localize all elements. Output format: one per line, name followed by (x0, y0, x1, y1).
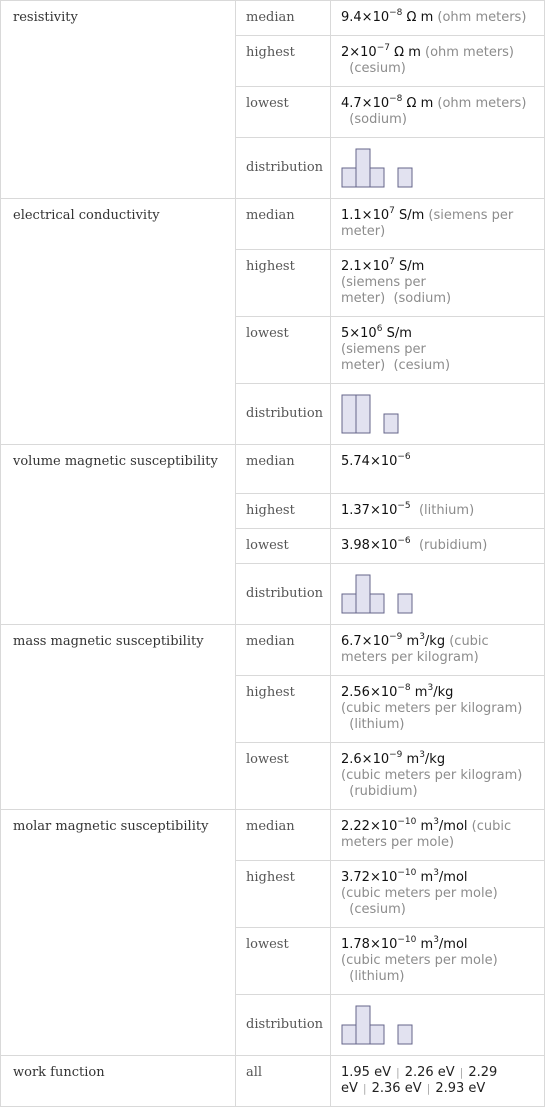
conductivity-distribution (331, 384, 545, 445)
stat-label-distribution: distribution (236, 995, 331, 1056)
work-function-value: 1.95 eV (341, 1065, 391, 1080)
vol-mag-median-value: $5.74\times 10^{-6}$ (331, 445, 545, 494)
vol-mag-distribution (331, 564, 545, 625)
property-molar-magnetic-susceptibility: molar magnetic susceptibility (1, 810, 236, 1056)
property-mass-magnetic-susceptibility: mass magnetic susceptibility (1, 625, 236, 810)
histogram-bar (342, 594, 356, 613)
work-function-value: 2.36 eV (371, 1081, 422, 1096)
stat-label-highest: highest (236, 250, 331, 317)
mass-mag-lowest-value: $2.6\times 10^{-9}$ $m^3/kg$ (cubic meters per kilogram) (rubidium) (331, 743, 545, 810)
work-function-value: 2.93 eV (435, 1081, 486, 1096)
vol-mag-highest-value: $1.37\times 10^{-5}$ (lithium) (331, 494, 545, 529)
value-separator: | (395, 1066, 400, 1079)
stat-label-lowest: lowest (236, 87, 331, 138)
mass-mag-highest-value: $2.56\times 10^{-8}$ $m^3/kg$ (cubic meters per kilogram) (lithium) (331, 676, 545, 743)
stat-label-distribution: distribution (236, 138, 331, 199)
distribution-histogram (341, 393, 401, 435)
stat-label-distribution: distribution (236, 564, 331, 625)
resistivity-lowest-value: $4.7\times 10^{-8}$ Ω m (ohm meters) (sodium) (331, 87, 545, 138)
stat-label-highest: highest (236, 861, 331, 928)
stat-label-lowest: lowest (236, 743, 331, 810)
work-function-list (341, 1065, 497, 1096)
property-work-function: work function (1, 1056, 236, 1107)
molar-mag-distribution (331, 995, 545, 1056)
histogram-bar (342, 1025, 356, 1044)
stat-label-lowest: lowest (236, 529, 331, 564)
stat-label-highest: highest (236, 494, 331, 529)
molar-mag-median-value: $2.22\times 10^{-10}$ $m^3$/mol (cubic meters per mole) (331, 810, 545, 861)
stat-label-highest: highest (236, 676, 331, 743)
property-electrical-conductivity: electrical conductivity (1, 199, 236, 445)
value-separator: | (426, 1082, 431, 1095)
stat-label-median: median (236, 810, 331, 861)
value-separator: | (362, 1082, 367, 1095)
histogram-bar (370, 1025, 384, 1044)
distribution-histogram (341, 573, 415, 615)
conductivity-median-value: $1.1\times 10^7$ S/m (siemens per meter) (331, 199, 545, 250)
work-function-value: 2.26 eV (404, 1065, 455, 1080)
vol-mag-lowest-value: $3.98\times 10^{-6}$ (rubidium) (331, 529, 545, 564)
stat-label-median: median (236, 625, 331, 676)
histogram-bar (398, 168, 412, 187)
molar-mag-highest-value: $3.72\times 10^{-10}$ $m^3$/mol (cubic meters per mole) (cesium) (331, 861, 545, 928)
stat-label-highest: highest (236, 36, 331, 87)
resistivity-highest-value: $2\times 10^{-7}$ Ω m (ohm meters) (cesium) (331, 36, 545, 87)
histogram-bar (356, 149, 370, 187)
histogram-bar (342, 168, 356, 187)
molar-mag-lowest-value: $1.78\times 10^{-10}$ $m^3$/mol (cubic meters per mole) (lithium) (331, 928, 545, 995)
histogram-bar (370, 168, 384, 187)
histogram-bar (384, 414, 398, 433)
work-function-value: 2.29 eV (341, 1065, 498, 1096)
histogram-bar (356, 575, 370, 613)
distribution-histogram (341, 147, 415, 189)
histogram-bar (398, 594, 412, 613)
stat-label-median: median (236, 1, 331, 36)
property-resistivity: resistivity (1, 1, 236, 199)
stat-label-distribution: distribution (236, 384, 331, 445)
histogram-bar (356, 395, 370, 433)
histogram-bar (398, 1025, 412, 1044)
stat-label-lowest: lowest (236, 317, 331, 384)
histogram-bar (356, 1006, 370, 1044)
work-function-values (331, 1056, 545, 1107)
stat-label-lowest: lowest (236, 928, 331, 995)
property-volume-magnetic-susceptibility: volume magnetic susceptibility (1, 445, 236, 625)
histogram-bar (342, 395, 356, 433)
mass-mag-median-value: $6.7\times 10^{-9}$ $m^3/kg$ (cubic meters per kilogram) (331, 625, 545, 676)
stat-label-all: all (236, 1056, 331, 1107)
resistivity-distribution (331, 138, 545, 199)
resistivity-median-value: $9.4\times 10^{-8}$ Ω m (ohm meters) (331, 1, 545, 36)
conductivity-highest-value: $2.1\times 10^7$ S/m (siemens per meter) (sodium) (331, 250, 545, 317)
histogram-bar (370, 594, 384, 613)
stat-label-median: median (236, 199, 331, 250)
distribution-histogram (341, 1004, 415, 1046)
conductivity-lowest-value: $5\times 10^6$ S/m (siemens per meter) (cesium) (331, 317, 545, 384)
stat-label-median: median (236, 445, 331, 494)
value-separator: | (459, 1066, 464, 1079)
